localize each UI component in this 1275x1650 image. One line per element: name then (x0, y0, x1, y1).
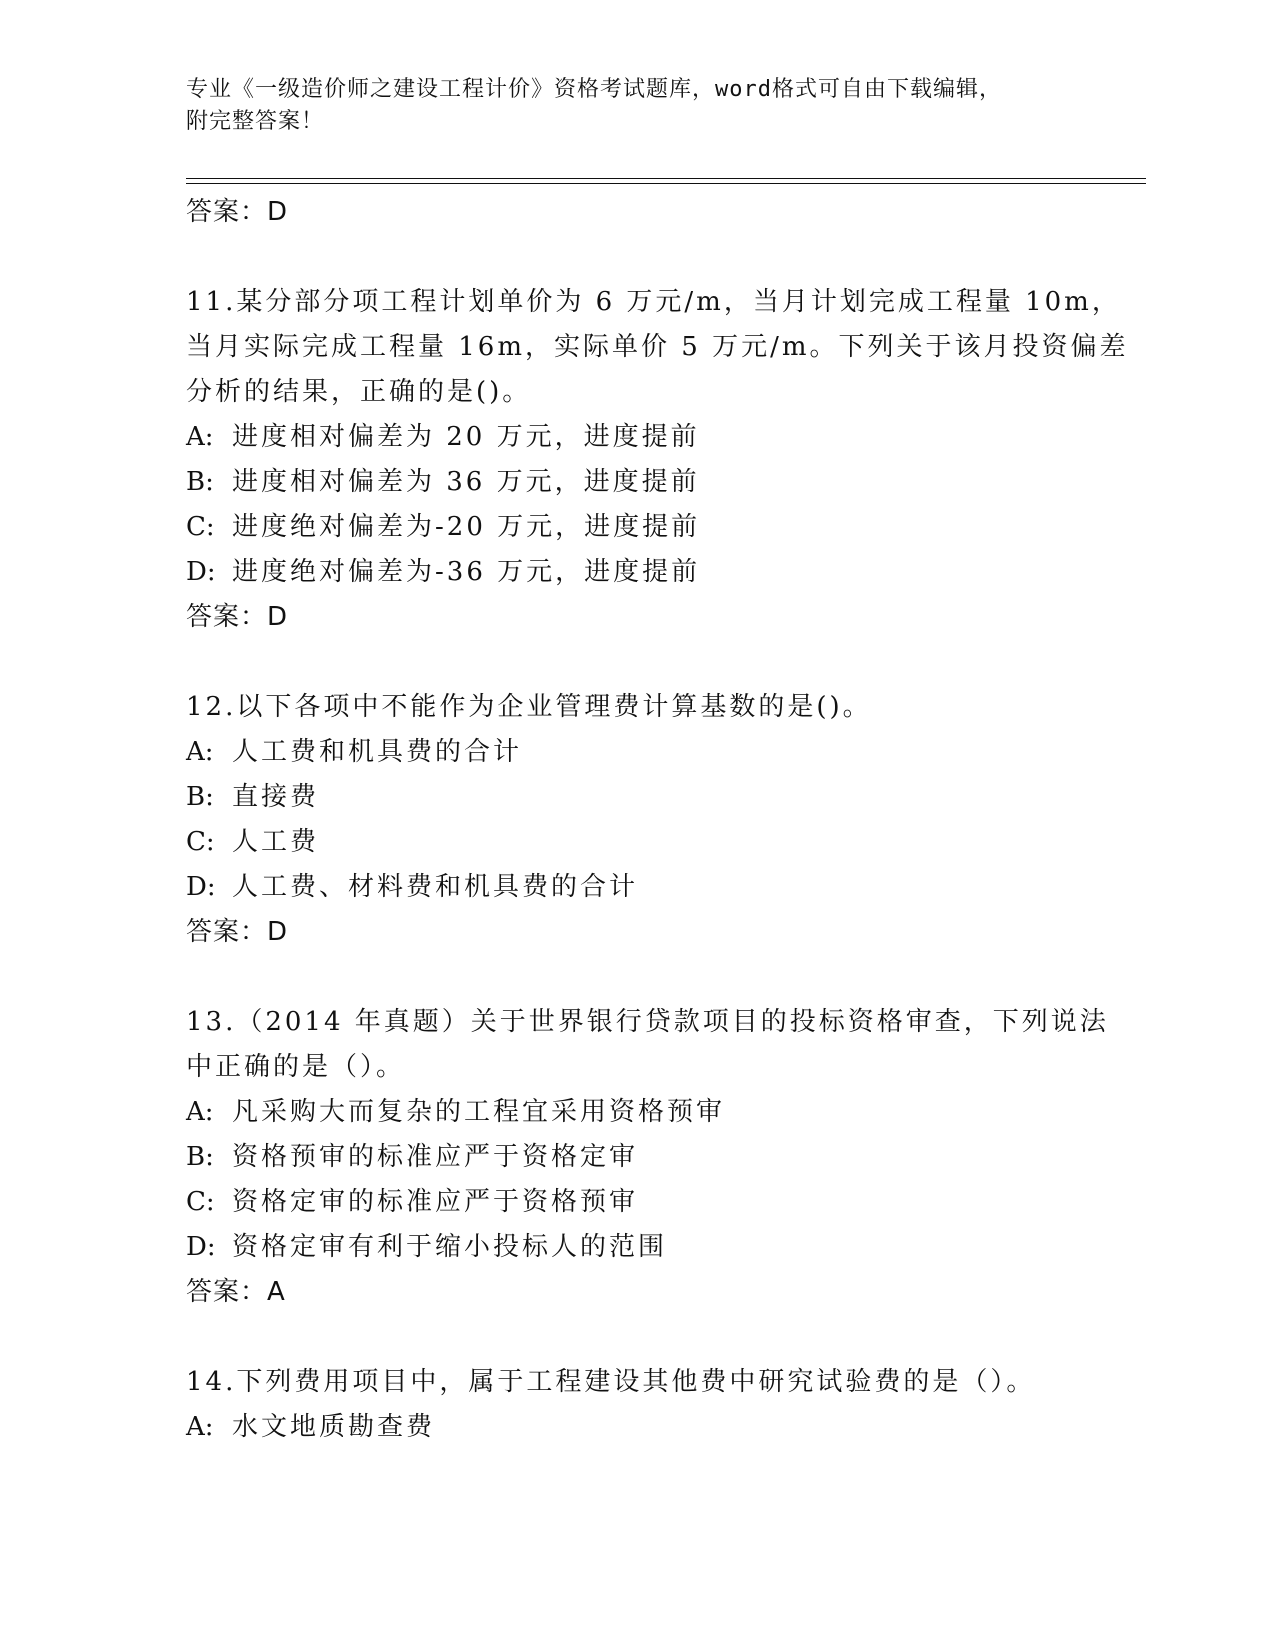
question-stem (186, 1000, 1146, 1090)
option-text: 水文地质勘查费 (232, 1412, 436, 1442)
option-letter: D: (186, 872, 216, 902)
stem-line: 13.（2014 年真题）关于世界银行贷款项目的投标资格审查，下列说法 (186, 1007, 1109, 1037)
answer-line: 答案：D (186, 602, 289, 632)
option-a (186, 415, 1146, 460)
question-14 (186, 1360, 1146, 1450)
option-a (186, 730, 1146, 775)
header-line-1: 专业《一级造价师之建设工程计价》资格考试题库，word格式可自由下载编辑， (186, 77, 1002, 102)
option-d (186, 1225, 1146, 1270)
option-text: 人工费、材料费和机具费的合计 (232, 872, 639, 902)
option-text: 人工费和机具费的合计 (232, 737, 523, 767)
question-11 (186, 280, 1146, 639)
question-13 (186, 1000, 1146, 1314)
question-stem (186, 280, 1146, 415)
option-letter: A: (186, 737, 214, 767)
stem-line: 11.某分部分项工程计划单价为 6 万元/m，当月计划完成工程量 10m， (186, 287, 1121, 317)
option-letter: D: (186, 1232, 216, 1262)
option-d (186, 550, 1146, 595)
option-d (186, 865, 1146, 910)
answer-line: 答案：A (186, 1277, 286, 1307)
stem-line: 14.下列费用项目中，属于工程建设其他费中研究试验费的是（）。 (186, 1367, 1036, 1397)
option-text: 进度相对偏差为 20 万元，进度提前 (232, 422, 700, 452)
option-text: 资格预审的标准应严于资格定审 (232, 1142, 639, 1172)
option-letter: A: (186, 1412, 214, 1442)
option-letter: B: (186, 1142, 214, 1172)
option-c (186, 1180, 1146, 1225)
option-b (186, 460, 1146, 505)
option-letter: C: (186, 1187, 215, 1217)
question-list (186, 190, 1146, 1450)
option-text: 凡采购大而复杂的工程宜采用资格预审 (232, 1097, 726, 1127)
header-divider-top (186, 178, 1146, 179)
option-letter: D: (186, 557, 216, 587)
option-c (186, 505, 1146, 550)
header-divider-bottom (186, 183, 1146, 184)
option-letter: A: (186, 1097, 214, 1127)
option-a (186, 1405, 1146, 1450)
option-a (186, 1090, 1146, 1135)
option-letter: B: (186, 467, 214, 497)
option-letter: B: (186, 782, 214, 812)
stem-line: 中正确的是（）。 (186, 1052, 406, 1082)
stem-line: 12.以下各项中不能作为企业管理费计算基数的是()。 (186, 692, 872, 722)
option-text: 直接费 (232, 782, 320, 812)
option-text: 资格定审的标准应严于资格预审 (232, 1187, 639, 1217)
answer-line: 答案：D (186, 917, 289, 947)
header-line-2: 附完整答案！ (186, 109, 325, 134)
document-header (186, 74, 1086, 138)
question-stem (186, 685, 1146, 730)
question-12 (186, 685, 1146, 954)
option-letter: A: (186, 422, 214, 452)
question-stem (186, 1360, 1146, 1405)
option-letter: C: (186, 827, 215, 857)
option-text: 资格定审有利于缩小投标人的范围 (232, 1232, 668, 1262)
option-text: 进度绝对偏差为-36 万元，进度提前 (232, 557, 701, 587)
stem-line: 分析的结果，正确的是()。 (186, 377, 532, 407)
option-c (186, 820, 1146, 865)
option-b (186, 1135, 1146, 1180)
option-b (186, 775, 1146, 820)
option-letter: C: (186, 512, 215, 542)
stem-line: 当月实际完成工程量 16m，实际单价 5 万元/m。下列关于该月投资偏差 (186, 332, 1129, 362)
option-text: 进度绝对偏差为-20 万元，进度提前 (232, 512, 701, 542)
option-text: 进度相对偏差为 36 万元，进度提前 (232, 467, 700, 497)
answer-line: 答案：D (186, 197, 289, 227)
option-text: 人工费 (232, 827, 320, 857)
